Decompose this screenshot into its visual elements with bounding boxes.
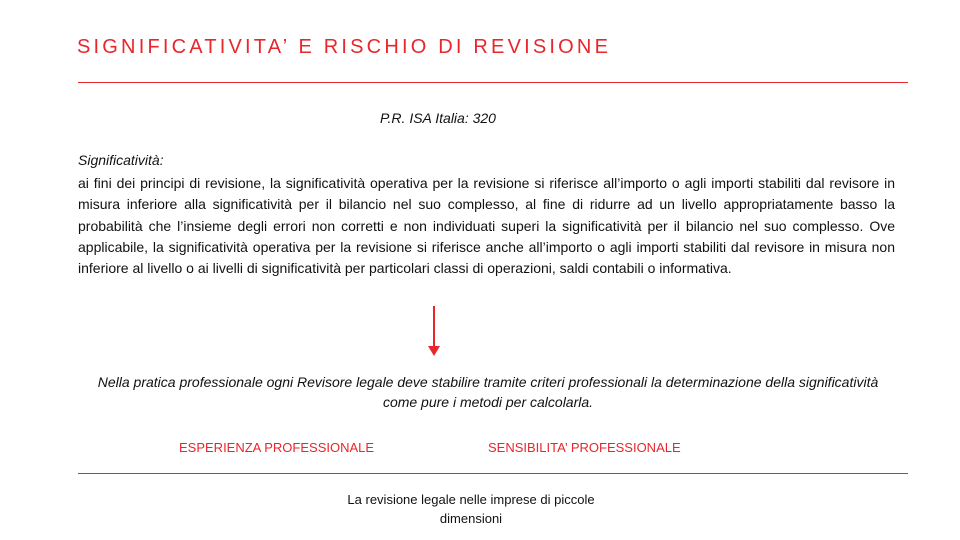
footer-line-2: dimensioni — [439, 511, 503, 526]
slide-title: SIGNIFICATIVITA’ E RISCHIO DI REVISIONE — [77, 36, 612, 58]
experience-label: ESPERIENZA PROFESSIONALE — [179, 440, 375, 455]
title-divider — [78, 82, 908, 83]
sensitivity-label: SENSIBILITA’ PROFESSIONALE — [488, 440, 681, 455]
footer-caption — [318, 490, 624, 528]
standard-reference: P.R. ISA Italia: 320 — [380, 110, 496, 126]
down-arrow-icon — [426, 306, 442, 356]
footer-divider — [78, 473, 908, 474]
definition-label: Significatività: — [78, 152, 164, 168]
footer-line-1: La revisione legale nelle imprese di piccole — [347, 492, 595, 507]
practice-note: Nella pratica professionale ogni Revisore legale deve stabilire tramite criteri professionali la determinazione della significatività come pure i metodi per calcolarla. — [97, 374, 879, 410]
definition-text: ai fini dei principi di revisione, la significatività operativa per la revisione si riferisce all’importo o agli importi stabiliti dal revisore in misura inferiore alla significatività per il bilancio nel suo complesso, al fine di ridurre ad un livello appropriatamente basso la probabilità che l’insieme degli errori non corretti e non individuati superi la significatività per il bilancio nel suo complesso. Ove applicabile, la significatività operativa per la revisione si riferisce anche all’importo o agli importi stabiliti dal revisore in misura non inferiore al livello o ai livelli di significatività per particolari classi di operazioni, saldi contabili o informativa. — [78, 175, 895, 277]
